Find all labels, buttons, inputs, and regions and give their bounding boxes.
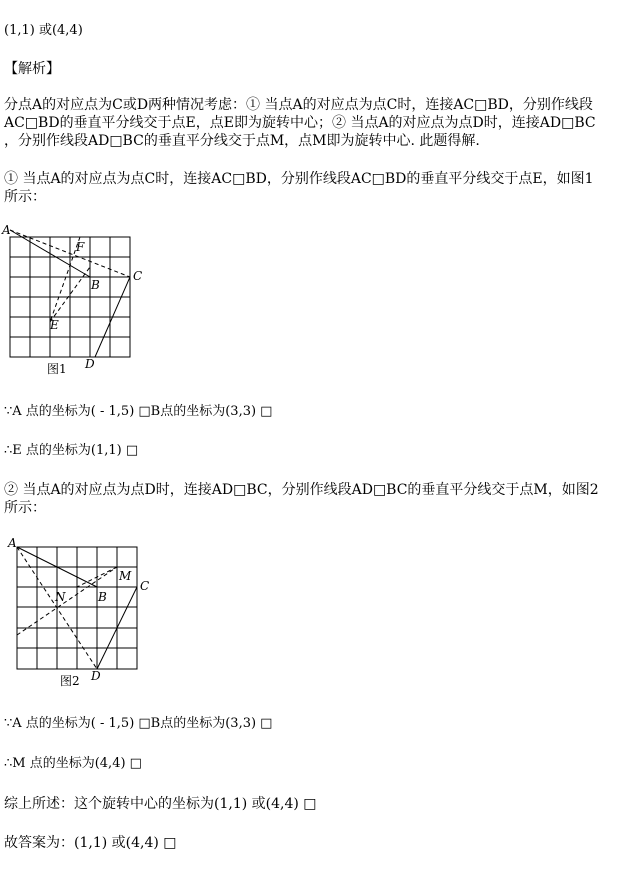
section-title: 【解析】 [4, 61, 60, 77]
case1-line-1: ① 当点A的对应点为点C时，连接AC□BD，分别作线段AC□BD的垂直平分线交于点E，如图1 [4, 171, 594, 187]
figure-2-label-B: B [98, 590, 107, 604]
intro-line-2: AC□BD的垂直平分线交于点E，点E即为旋转中心；② 当点A的对应点为点D时，连接AD□BC [4, 115, 596, 131]
figure-2-label-C: C [140, 579, 150, 593]
figure-2-label-N: N [55, 590, 66, 604]
intro-line-3: ，分别作线段AD□BC的垂直平分线交于点M，点M即为旋转中心. 此题得解. [4, 133, 480, 149]
figure-2-grid [17, 547, 137, 669]
case2-result: ∴M 点的坐标为(4,4) □ [4, 756, 142, 771]
figure-2-caption: 图2 [60, 674, 80, 688]
figure-2-label-M: M [119, 569, 132, 583]
figure-1-label-E: E [50, 318, 59, 332]
intro-line-1: 分点A的对应点为C或D两种情况考虑：① 当点A的对应点为点C时，连接AC□BD，分别作线段 [4, 97, 593, 113]
figure-2 [0, 535, 170, 695]
case1-coordinates: ∵A 点的坐标为( - 1,5) □B点的坐标为(3,3) □ [4, 404, 273, 419]
figure-1-label-A: A [2, 223, 11, 237]
case1-line-2: 所示： [4, 189, 46, 205]
final-answer: 故答案为：(1,1) 或(4,4) □ [4, 835, 177, 851]
case2-line-1: ② 当点A的对应点为点D时，连接AD□BC，分别作线段AD□BC的垂直平分线交于点M，如图2 [4, 482, 599, 498]
figure-1-label-D: D [85, 357, 95, 371]
figure-2-label-D: D [91, 669, 101, 683]
case2-coordinates: ∵A 点的坐标为( - 1,5) □B点的坐标为(3,3) □ [4, 716, 273, 731]
case2-line-2: 所示： [4, 500, 46, 516]
figure-2-label-A: A [8, 536, 17, 550]
top-answer: (1,1) 或(4,4) [4, 23, 83, 38]
figure-1-label-B: B [91, 278, 100, 292]
figure-1 [0, 222, 160, 382]
summary-line: 综上所述：这个旋转中心的坐标为(1,1) 或(4,4) □ [4, 796, 317, 812]
figure-1-caption: 图1 [47, 362, 67, 376]
figure-1-label-F: F [76, 240, 85, 254]
figure-1-grid [10, 237, 130, 357]
figure-1-label-C: C [133, 269, 143, 283]
case1-result: ∴E 点的坐标为(1,1) □ [4, 443, 139, 458]
